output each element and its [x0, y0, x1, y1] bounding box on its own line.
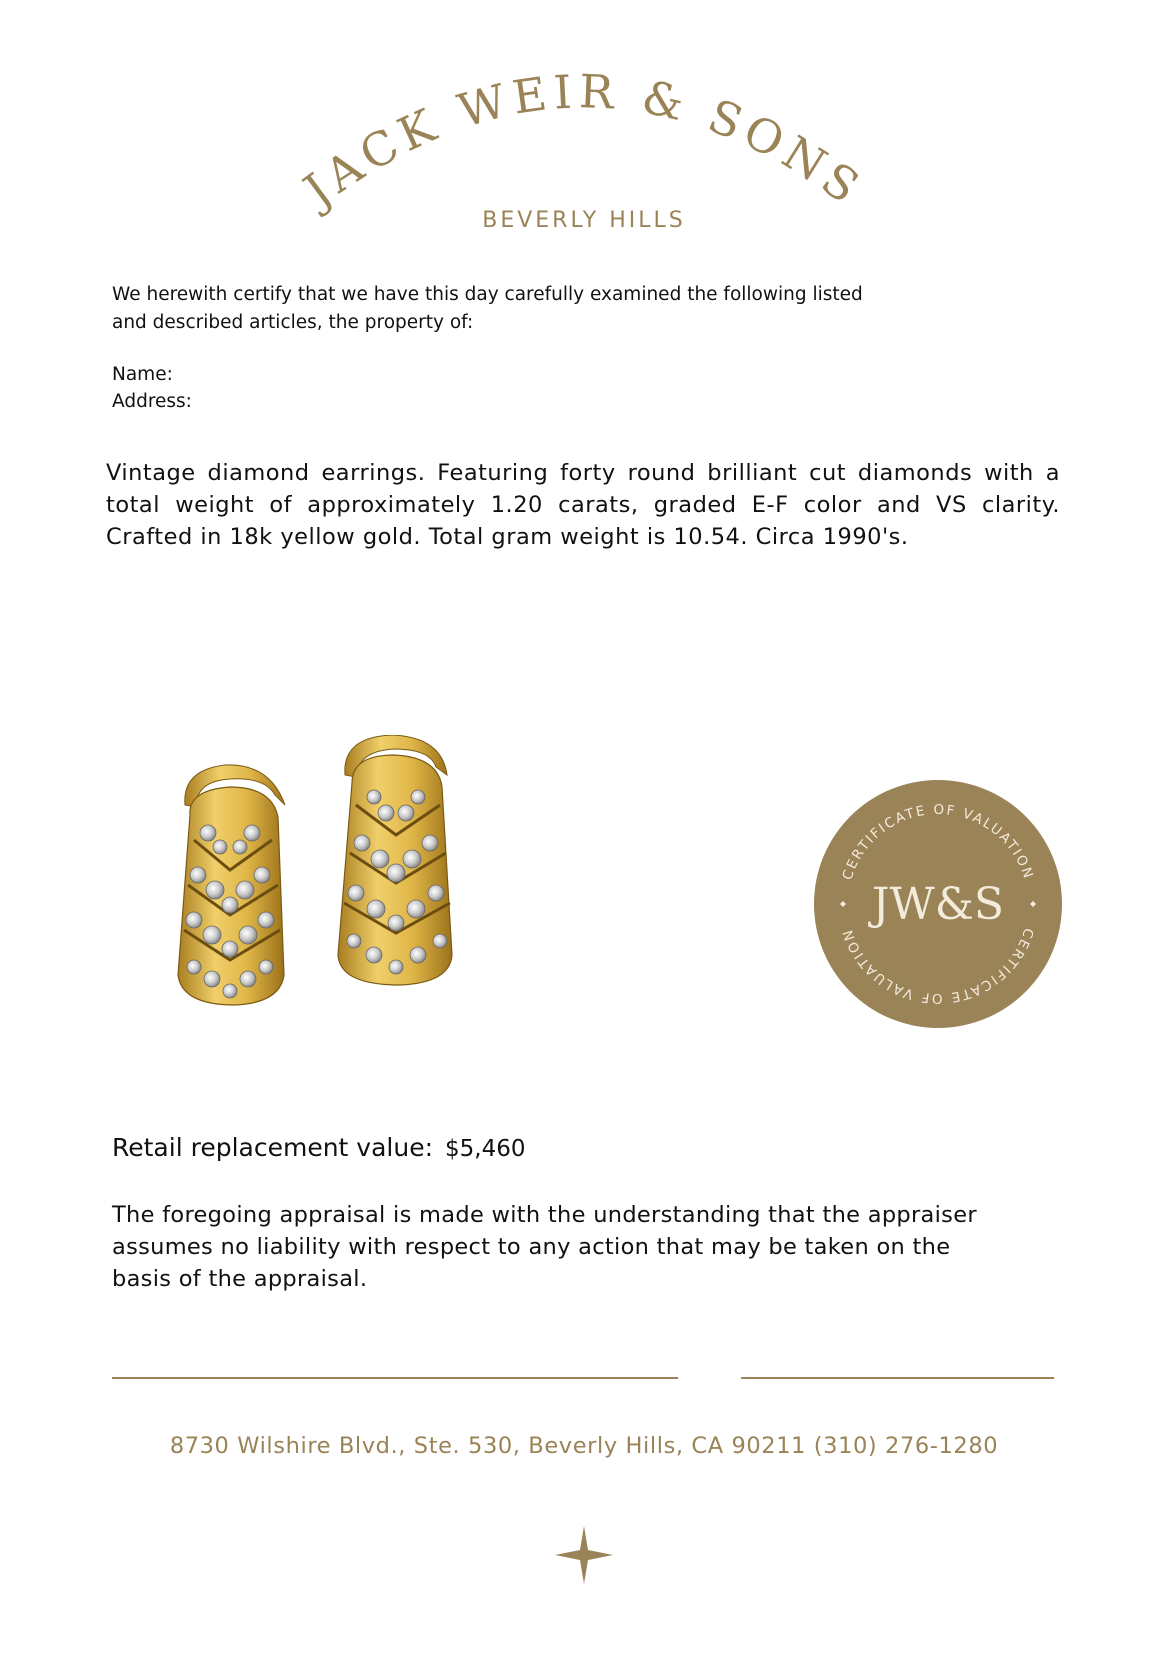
valuation-amount: $5,460 — [445, 1136, 526, 1162]
item-description: Vintage diamond earrings. Featuring forty round brilliant cut diamonds with a total weight of approximately 1.20 carats, graded E-F color and VS clarity. Crafted in 18k yellow gold. Total gram weight is 10.54. Circa 1990's. — [106, 460, 1060, 550]
certification-statement: We herewith certify that we have this day carefully examined the following listed and described articles, the property of: — [112, 284, 863, 333]
four-point-star-icon — [555, 1526, 613, 1584]
earrings-photo — [160, 735, 500, 1065]
certificate-seal — [812, 778, 1064, 1030]
owner-name-label: Name: — [112, 364, 173, 385]
logo-subtitle: BEVERLY HILLS — [482, 208, 686, 233]
seal-ring-text-top: CERTIFICATE OF VALUATION — [839, 801, 1037, 883]
seal-ring-text-bottom: CERTIFICATE OF VALUATION — [839, 925, 1037, 1007]
valuation-line — [112, 1133, 525, 1162]
footer-address: 8730 Wilshire Blvd., Ste. 530, Beverly Hills, CA 90211 (310) 276-1280 — [169, 1433, 999, 1459]
signature-line-right — [741, 1377, 1054, 1379]
owner-address-label: Address: — [112, 391, 192, 412]
seal-monogram: JW&S — [871, 879, 1005, 930]
left-earring — [178, 765, 285, 1005]
svg-text:JACK WEIR & SONS — [291, 70, 874, 220]
disclaimer-text: The foregoing appraisal is made with the understanding that the appraiser assumes no liability with respect to any action that may be taken on the basis of the appraisal. — [112, 1202, 977, 1292]
company-logo — [284, 70, 884, 220]
logo-text: JACK WEIR & SONS — [293, 70, 874, 218]
right-earring — [338, 735, 452, 985]
valuation-label: Retail replacement value: — [112, 1133, 433, 1162]
signature-line-left — [112, 1377, 678, 1379]
